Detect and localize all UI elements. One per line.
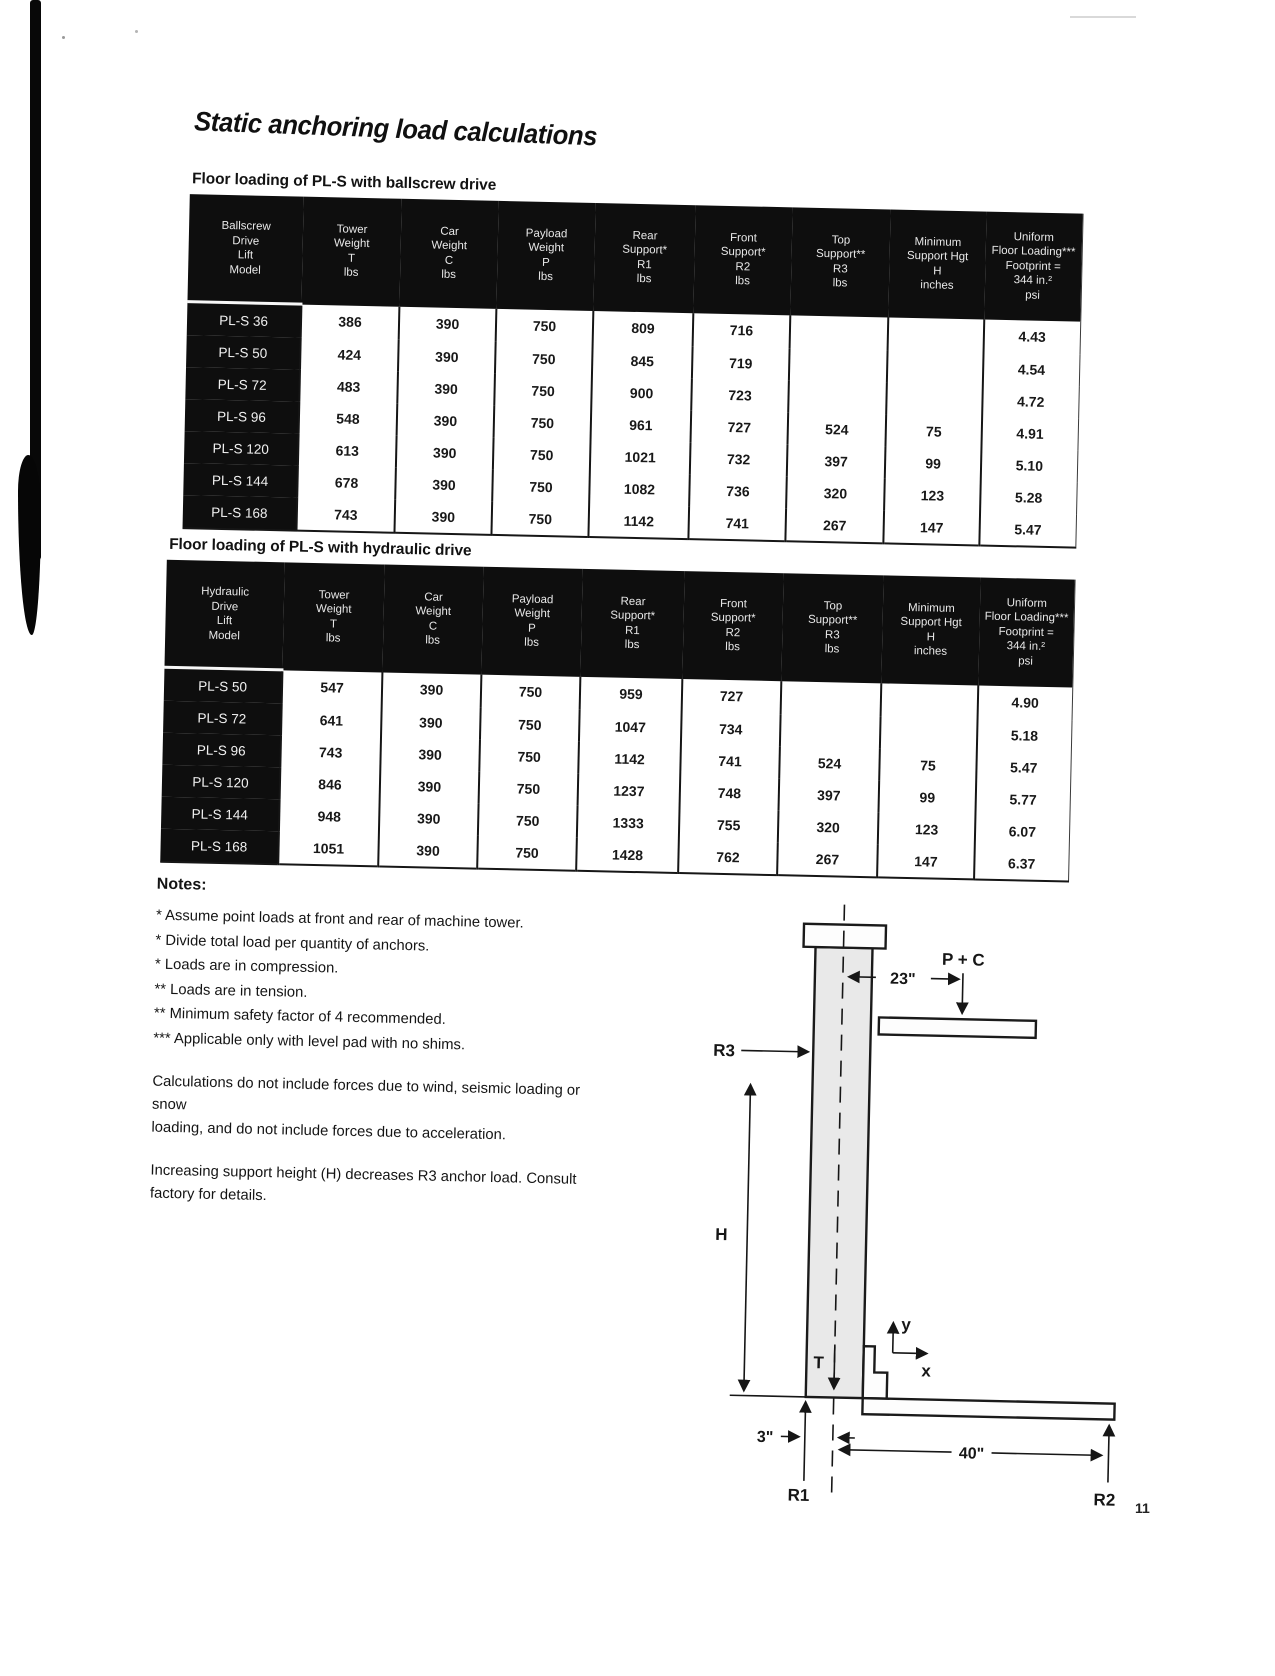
model-cell: PL-S 120 xyxy=(184,431,299,465)
note-line: * Loads are in compression. xyxy=(155,953,633,988)
value-cell: 397 xyxy=(779,778,880,812)
value-cell xyxy=(790,315,889,351)
value-cell: 123 xyxy=(878,812,976,846)
value-cell xyxy=(788,380,887,414)
value-cell: 741 xyxy=(688,506,786,541)
value-cell: 390 xyxy=(396,436,494,470)
value-cell: 809 xyxy=(593,311,694,347)
value-cell: 267 xyxy=(777,842,878,877)
value-cell: 424 xyxy=(300,338,399,372)
value-cell: 267 xyxy=(785,508,884,543)
column-header: Hydraulic Drive Lift Model xyxy=(164,560,284,670)
value-cell: 524 xyxy=(787,412,886,446)
value-cell: 762 xyxy=(678,840,778,875)
value-cell: 4.54 xyxy=(983,353,1080,387)
model-cell: PL-S 72 xyxy=(185,367,300,401)
dim-23-label: 23" xyxy=(890,971,916,989)
ballscrew-load-table xyxy=(183,194,1084,548)
value-cell: 750 xyxy=(478,804,578,838)
value-cell: 716 xyxy=(693,313,791,349)
value-cell: 6.07 xyxy=(975,814,1070,848)
value-cell: 750 xyxy=(479,772,579,806)
ballscrew-table-body xyxy=(183,302,1081,548)
model-cell: PL-S 50 xyxy=(186,335,301,369)
value-cell: 1142 xyxy=(578,742,681,776)
value-cell: 390 xyxy=(397,404,495,438)
r2-arrow xyxy=(1108,1426,1109,1483)
dim-3-label: 3" xyxy=(757,1429,774,1446)
value-cell: 961 xyxy=(591,408,692,442)
value-cell: 1428 xyxy=(576,838,679,873)
value-cell: 845 xyxy=(592,344,693,378)
ballscrew-table-header xyxy=(187,194,1082,321)
floor-plate xyxy=(862,1398,1114,1419)
column-header: Tower Weight T lbs xyxy=(301,197,401,307)
value-cell: 750 xyxy=(495,342,593,376)
model-cell: PL-S 144 xyxy=(183,463,298,497)
x-axis-arrow xyxy=(893,1353,927,1354)
hydraulic-load-table xyxy=(160,560,1075,883)
value-cell: 641 xyxy=(281,703,382,737)
value-cell: 750 xyxy=(480,708,580,742)
page-title: Static anchoring load calculations xyxy=(194,106,598,152)
value-cell: 390 xyxy=(378,833,478,868)
value-cell: 390 xyxy=(380,737,480,771)
value-cell: 750 xyxy=(492,470,590,504)
value-cell: 147 xyxy=(883,510,980,545)
value-cell: 1051 xyxy=(278,831,379,866)
column-header: Uniform Floor Loading*** Footprint = 344 in.² psi xyxy=(984,212,1082,322)
column-header: Car Weight C lbs xyxy=(382,565,483,675)
column-header: Car Weight C lbs xyxy=(399,199,498,309)
value-cell: 320 xyxy=(778,810,879,844)
value-cell: 4.91 xyxy=(981,417,1078,451)
value-cell: 4.43 xyxy=(984,319,1081,355)
value-cell xyxy=(886,382,983,416)
h-dim-line xyxy=(744,1085,751,1391)
note-line: *** Applicable only with level pad with no shims. xyxy=(153,1026,631,1061)
t-arrow xyxy=(834,1345,835,1389)
value-cell: 743 xyxy=(280,735,381,769)
value-cell: 147 xyxy=(877,844,975,879)
value-cell: 5.47 xyxy=(979,513,1076,548)
value-cell: 548 xyxy=(299,402,398,436)
value-cell: 613 xyxy=(298,434,397,468)
h-label: H xyxy=(715,1225,728,1244)
column-header: Payload Weight P lbs xyxy=(496,201,595,311)
value-cell: 99 xyxy=(885,446,982,480)
value-cell: 750 xyxy=(493,438,591,472)
value-cell: 1047 xyxy=(579,710,682,744)
value-cell: 948 xyxy=(279,799,380,833)
value-cell: 727 xyxy=(691,410,789,444)
value-cell: 390 xyxy=(395,468,493,502)
notes-heading: Notes: xyxy=(157,876,635,904)
value-cell: 750 xyxy=(477,836,577,871)
model-cell: PL-S 120 xyxy=(162,765,281,800)
r1-arrow xyxy=(804,1402,806,1481)
value-cell: 959 xyxy=(580,676,683,712)
value-cell: 1082 xyxy=(589,472,690,506)
table-caption-ballscrew: Floor loading of PL-S with ballscrew drive xyxy=(192,170,1084,207)
value-cell xyxy=(780,714,881,748)
value-cell xyxy=(887,350,984,384)
value-cell xyxy=(881,683,979,719)
dim-23-arrow-left xyxy=(849,977,876,978)
notes-paragraph: Increasing support height (H) decreases R3 anchor load. Consult factory for details. xyxy=(150,1160,613,1216)
note-line: ** Loads are in tension. xyxy=(154,977,632,1012)
notes-section xyxy=(150,876,635,1216)
value-cell: 750 xyxy=(496,308,594,344)
value-cell: 386 xyxy=(301,304,400,340)
value-cell: 1237 xyxy=(578,774,681,808)
note-line: * Divide total load per quantity of anchors. xyxy=(155,928,633,963)
value-cell: 390 xyxy=(380,769,480,803)
model-cell: PL-S 144 xyxy=(161,797,280,832)
value-cell: 6.37 xyxy=(974,846,1069,881)
value-cell: 390 xyxy=(379,801,479,835)
value-cell: 741 xyxy=(680,744,780,778)
column-header: Front Support* R2 lbs xyxy=(682,571,783,681)
value-cell: 719 xyxy=(692,346,790,380)
value-cell: 123 xyxy=(884,478,981,512)
column-header: Minimum Support Hgt H inches xyxy=(881,575,980,685)
note-line: ** Minimum safety factor of 4 recommended. xyxy=(154,1002,632,1037)
value-cell: 547 xyxy=(282,670,383,706)
value-cell: 397 xyxy=(787,444,886,478)
value-cell: 743 xyxy=(296,498,395,533)
value-cell: 5.77 xyxy=(975,782,1070,816)
value-cell: 5.10 xyxy=(981,449,1078,483)
value-cell: 727 xyxy=(682,679,782,715)
value-cell: 524 xyxy=(779,746,880,780)
value-cell: 900 xyxy=(591,376,692,410)
y-axis-arrow xyxy=(893,1323,894,1353)
car-platform xyxy=(879,1017,1036,1037)
dim-40-arrow-left xyxy=(840,1450,952,1452)
value-cell: 5.47 xyxy=(976,750,1071,784)
value-cell: 5.18 xyxy=(977,718,1072,752)
tower-cap xyxy=(804,924,886,949)
column-header: Payload Weight P lbs xyxy=(481,567,582,677)
model-cell: PL-S 50 xyxy=(164,667,283,703)
value-cell: 4.72 xyxy=(982,385,1079,419)
r3-arrow xyxy=(741,1050,808,1051)
model-cell: PL-S 168 xyxy=(183,495,298,530)
page-number: 11 xyxy=(1135,1500,1150,1516)
model-cell: PL-S 168 xyxy=(160,829,279,865)
value-cell: 723 xyxy=(691,378,789,412)
table-caption-hydraulic: Floor loading of PL-S with hydraulic drive xyxy=(169,536,1076,574)
value-cell: 1021 xyxy=(590,440,691,474)
value-cell: 750 xyxy=(481,674,581,710)
y-axis-label: y xyxy=(901,1315,911,1334)
value-cell: 390 xyxy=(398,340,496,374)
model-cell: PL-S 96 xyxy=(162,733,281,768)
value-cell: 390 xyxy=(394,500,492,535)
model-cell: PL-S 36 xyxy=(187,302,302,338)
header-row xyxy=(187,194,1082,321)
value-cell: 390 xyxy=(397,372,495,406)
column-header: Uniform Floor Loading*** Footprint = 344 in.² psi xyxy=(978,578,1074,688)
model-cell: PL-S 96 xyxy=(185,399,300,433)
value-cell: 750 xyxy=(494,374,592,408)
value-cell: 736 xyxy=(689,474,787,508)
floor-line xyxy=(730,1395,806,1397)
column-header: Tower Weight T lbs xyxy=(282,562,384,672)
value-cell xyxy=(789,348,888,382)
column-header: Front Support* R2 lbs xyxy=(693,205,792,315)
model-cell: PL-S 72 xyxy=(163,701,282,736)
value-cell: 1142 xyxy=(588,504,689,539)
value-cell: 320 xyxy=(786,476,885,510)
value-cell xyxy=(888,317,985,353)
note-line: * Assume point loads at front and rear of machine tower. xyxy=(156,904,634,939)
value-cell: 99 xyxy=(878,780,976,814)
column-header: Ballscrew Drive Lift Model xyxy=(187,194,303,304)
value-cell: 732 xyxy=(690,442,788,476)
value-cell: 750 xyxy=(479,740,579,774)
value-cell: 390 xyxy=(381,705,481,739)
value-cell: 750 xyxy=(494,406,592,440)
column-header: Minimum Support Hgt H inches xyxy=(888,209,986,319)
ballscrew-table-section xyxy=(183,170,1084,548)
hydraulic-table-section xyxy=(160,536,1075,883)
dim-40-label: 40" xyxy=(959,1445,985,1463)
load-diagram xyxy=(657,895,1151,1530)
p-plus-c-arrow xyxy=(962,973,963,1013)
r2-label: R2 xyxy=(1093,1490,1115,1509)
column-header: Rear Support* R1 lbs xyxy=(593,203,695,313)
notes-paragraph: Calculations do not include forces due to wind, seismic loading or snow loading, and do not include forces due to acceleration. xyxy=(151,1071,614,1150)
column-header: Rear Support* R1 lbs xyxy=(580,569,684,679)
scan-artifact-line xyxy=(1070,16,1136,18)
value-cell: 75 xyxy=(885,414,982,448)
column-header: Top Support** R3 lbs xyxy=(781,573,883,683)
value-cell xyxy=(781,681,882,717)
value-cell: 755 xyxy=(679,808,779,842)
value-cell: 748 xyxy=(680,776,780,810)
column-header: Top Support** R3 lbs xyxy=(790,207,890,317)
x-axis-label: x xyxy=(921,1361,931,1380)
dim-23-arrow-right xyxy=(931,979,959,980)
t-label: T xyxy=(813,1353,824,1372)
value-cell: 390 xyxy=(382,672,482,708)
value-cell: 4.90 xyxy=(978,685,1073,721)
value-cell: 846 xyxy=(280,767,381,801)
value-cell: 734 xyxy=(681,712,781,746)
value-cell: 483 xyxy=(299,370,398,404)
dim-40-arrow-right xyxy=(992,1453,1102,1455)
value-cell: 678 xyxy=(297,466,396,500)
value-cell: 750 xyxy=(491,502,589,537)
value-cell: 75 xyxy=(879,748,977,782)
load-label-p-plus-c: P + C xyxy=(942,950,985,970)
base-bracket xyxy=(863,1346,888,1399)
hydraulic-table-body xyxy=(160,667,1072,881)
hydraulic-table-header xyxy=(164,560,1074,687)
header-row xyxy=(164,560,1074,687)
r1-label: R1 xyxy=(787,1486,809,1505)
value-cell xyxy=(880,716,978,750)
value-cell: 390 xyxy=(399,306,497,342)
value-cell: 5.28 xyxy=(980,481,1077,515)
r3-label: R3 xyxy=(713,1041,735,1060)
value-cell: 1333 xyxy=(577,806,680,840)
